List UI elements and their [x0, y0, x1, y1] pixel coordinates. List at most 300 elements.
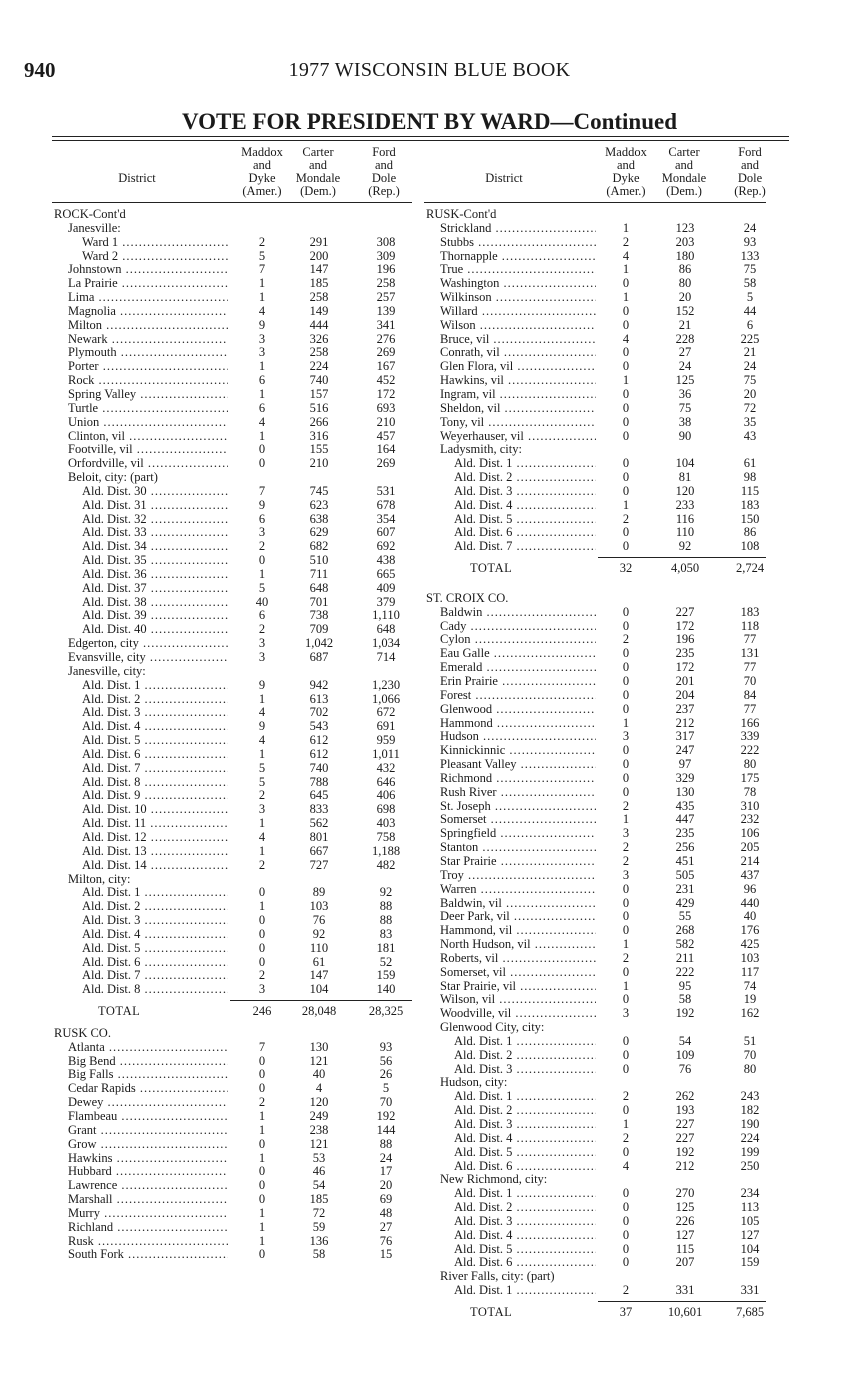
district-name: Willard ..... — [440, 305, 596, 319]
district-name: Ald. Dist. 5 ..... — [454, 1243, 596, 1257]
district-name: Ald. Dist. 5 ..... — [454, 1146, 596, 1160]
district-name: Ald. Dist. 3 ..... — [454, 485, 596, 499]
ford-votes: 77 — [743, 632, 757, 647]
carter-votes: 256 — [675, 840, 695, 855]
district-row — [52, 1110, 412, 1124]
ford-votes: 243 — [740, 1089, 760, 1104]
maddox-votes: 3 — [258, 636, 266, 651]
maddox-votes: 4 — [258, 705, 266, 720]
maddox-votes: 6 — [258, 400, 266, 415]
maddox-votes: 0 — [258, 456, 266, 471]
section-heading — [52, 222, 412, 236]
carter-votes: 237 — [675, 701, 695, 716]
district-row — [52, 346, 412, 360]
district-name: Ald. Dist. 2 ..... — [82, 693, 228, 707]
ford-votes: 77 — [743, 660, 757, 675]
ford-header: Ford and Dole (Rep.) — [368, 145, 400, 198]
district-name: Plymouth ..... — [68, 346, 228, 360]
district-name: Rusk ..... — [68, 1235, 228, 1249]
district-name: Milton, city: — [68, 872, 131, 886]
maddox-votes: 2 — [622, 632, 630, 647]
district-row — [52, 236, 412, 250]
district-name: North Hudson, vil ..... — [440, 938, 596, 952]
ford-votes: 438 — [376, 553, 396, 568]
carter-votes: 224 — [309, 359, 329, 374]
maddox-votes: 0 — [622, 604, 630, 619]
district-name: Ald. Dist. 34 ..... — [82, 540, 228, 554]
ford-votes: 341 — [376, 317, 396, 332]
carter-votes: 227 — [675, 604, 695, 619]
district-name: Ald. Dist. 6 ..... — [454, 1256, 596, 1270]
ford-votes: 35 — [743, 414, 757, 429]
total-row — [424, 1306, 784, 1320]
total-row — [52, 1005, 412, 1019]
left-header-rule — [52, 202, 412, 203]
district-row — [52, 623, 412, 637]
district-name: Milton ..... — [68, 319, 228, 333]
district-row — [424, 471, 784, 485]
ford-votes: 20 — [379, 1178, 393, 1193]
district-name: Somerset ..... — [440, 813, 596, 827]
district-name: Hubbard ..... — [68, 1165, 228, 1179]
carter-votes: 317 — [675, 729, 695, 744]
left-column-header — [52, 146, 412, 198]
maddox-votes: 0 — [622, 1047, 630, 1062]
maddox-votes: 0 — [258, 926, 266, 941]
district-name: Porter ..... — [68, 360, 228, 374]
maddox-votes: 2 — [622, 950, 630, 965]
district-row — [52, 956, 412, 970]
maddox-votes: 0 — [258, 442, 266, 457]
district-row — [424, 1243, 784, 1257]
maddox-votes: 1 — [622, 373, 630, 388]
carter-votes: 203 — [675, 234, 695, 249]
district-name: ROCK-Cont'd — [54, 208, 126, 221]
carter-votes: 4,050 — [670, 561, 700, 576]
district-name: TOTAL — [98, 1005, 141, 1019]
ford-votes: 28,325 — [368, 1004, 404, 1019]
maddox-votes: 0 — [622, 895, 630, 910]
district-row — [424, 897, 784, 911]
district-name: Ald. Dist. 3 ..... — [454, 1063, 596, 1077]
ford-votes: 339 — [740, 729, 760, 744]
district-name: Tony, vil ..... — [440, 416, 596, 430]
district-name: Star Prairie ..... — [440, 855, 596, 869]
maddox-votes: 1 — [258, 1150, 266, 1165]
ford-votes: 182 — [740, 1103, 760, 1118]
maddox-votes: 0 — [622, 687, 630, 702]
ford-votes: 1,230 — [371, 677, 401, 692]
district-name: Ald. Dist. 2 ..... — [82, 900, 228, 914]
carter-votes: 58 — [678, 992, 692, 1007]
district-name: La Prairie ..... — [68, 277, 228, 291]
ford-votes: 88 — [379, 913, 393, 928]
carter-votes: 92 — [312, 926, 326, 941]
district-row — [52, 651, 412, 665]
district-name: Janesville, city: — [68, 664, 146, 678]
carter-votes: 238 — [309, 1122, 329, 1137]
maddox-votes: 0 — [258, 1247, 266, 1262]
carter-votes: 226 — [675, 1213, 695, 1228]
carter-votes: 80 — [678, 276, 692, 291]
ford-votes: 78 — [743, 784, 757, 799]
district-row — [52, 1124, 412, 1138]
district-name: Rock ..... — [68, 374, 228, 388]
district-row — [52, 748, 412, 762]
district-name: RUSK-Cont'd — [426, 208, 497, 221]
district-row — [424, 1132, 784, 1146]
carter-votes: 235 — [675, 826, 695, 841]
carter-votes: 116 — [675, 511, 695, 526]
carter-votes: 266 — [309, 414, 329, 429]
section-heading — [424, 443, 784, 457]
maddox-votes: 1 — [622, 497, 630, 512]
carter-votes: 942 — [309, 677, 329, 692]
district-name: Ald. Dist. 5 ..... — [454, 513, 596, 527]
district-name: Ald. Dist. 4 ..... — [454, 1229, 596, 1243]
district-name: Murry ..... — [68, 1207, 228, 1221]
maddox-votes: 0 — [258, 1178, 266, 1193]
district-row — [52, 900, 412, 914]
district-name: Spring Valley ..... — [68, 388, 228, 402]
district-name: TOTAL — [470, 1305, 513, 1319]
ford-votes: 692 — [376, 539, 396, 554]
ford-votes: 131 — [740, 646, 760, 661]
section-heading — [424, 592, 784, 606]
district-row — [52, 803, 412, 817]
district-row — [424, 1146, 784, 1160]
carter-votes: 172 — [675, 660, 695, 675]
ford-votes: 44 — [743, 303, 757, 318]
ford-votes: 6 — [746, 317, 754, 332]
maddox-votes: 0 — [622, 1200, 630, 1215]
ford-votes: 98 — [743, 470, 757, 485]
carter-votes: 86 — [678, 262, 692, 277]
ford-votes: 167 — [376, 359, 396, 374]
district-row — [424, 1063, 784, 1077]
district-row — [52, 1055, 412, 1069]
carter-votes: 447 — [675, 812, 695, 827]
maddox-votes: 0 — [622, 386, 630, 401]
district-row — [52, 914, 412, 928]
carter-votes: 326 — [309, 331, 329, 346]
district-name: Ald. Dist. 3 ..... — [454, 1118, 596, 1132]
carter-votes: 429 — [675, 895, 695, 910]
district-row — [424, 813, 784, 827]
maddox-votes: 3 — [258, 650, 266, 664]
ford-votes: 159 — [740, 1255, 760, 1270]
district-name: Erin Prairie ..... — [440, 675, 596, 689]
maddox-votes: 0 — [258, 1053, 266, 1068]
maddox-votes: 7 — [258, 262, 266, 277]
district-row — [52, 374, 412, 388]
maddox-votes: 0 — [622, 1103, 630, 1118]
ford-votes: 250 — [740, 1158, 760, 1173]
carter-votes: 127 — [675, 1227, 695, 1242]
district-row — [52, 1096, 412, 1110]
carter-votes: 4 — [315, 1081, 323, 1096]
district-row — [424, 222, 784, 236]
carter-votes: 543 — [309, 719, 329, 734]
carter-votes: 103 — [309, 899, 329, 914]
ford-votes: 93 — [379, 1039, 393, 1054]
ford-votes: 69 — [379, 1192, 393, 1207]
ford-votes: 672 — [376, 705, 396, 720]
district-row — [52, 1179, 412, 1193]
ford-votes: 75 — [743, 262, 757, 277]
carter-votes: 59 — [312, 1219, 326, 1234]
ford-votes: 190 — [740, 1117, 760, 1131]
carter-votes: 451 — [675, 853, 695, 868]
carter-votes: 149 — [309, 303, 329, 318]
ford-votes: 40 — [743, 909, 757, 924]
maddox-votes: 0 — [622, 428, 630, 443]
district-name: Ald. Dist. 37 ..... — [82, 582, 228, 596]
ford-votes: 693 — [376, 400, 396, 415]
district-name: RUSK CO. — [54, 1026, 111, 1040]
maddox-votes: 2 — [622, 798, 630, 813]
maddox-votes: 1 — [258, 290, 266, 305]
district-row — [424, 606, 784, 620]
district-row — [424, 647, 784, 661]
district-row — [424, 291, 784, 305]
carter-votes: 212 — [675, 715, 695, 730]
district-row — [52, 263, 412, 277]
district-row — [424, 1104, 784, 1118]
district-row — [52, 554, 412, 568]
ford-votes: 133 — [740, 248, 760, 263]
maddox-votes: 1 — [622, 262, 630, 277]
district-name: Ald. Dist. 11 ..... — [82, 817, 228, 831]
carter-votes: 81 — [678, 470, 692, 485]
district-name: Ward 2 ..... — [82, 250, 228, 264]
district-row — [52, 360, 412, 374]
district-row — [424, 540, 784, 554]
carter-votes: 28,048 — [301, 1004, 337, 1019]
ford-votes: 48 — [379, 1205, 393, 1220]
district-row — [52, 859, 412, 873]
district-name: Ald. Dist. 13 ..... — [82, 845, 228, 859]
ford-votes: 118 — [740, 618, 760, 633]
district-row — [424, 800, 784, 814]
carter-header-right: Carter and Mondale (Dem.) — [661, 145, 707, 198]
maddox-votes: 3 — [622, 867, 630, 882]
ford-votes: 406 — [376, 788, 396, 803]
carter-votes: 89 — [312, 885, 326, 900]
ford-votes: 1,034 — [371, 636, 401, 651]
district-name: Ald. Dist. 8 ..... — [82, 776, 228, 790]
carter-votes: 125 — [675, 1200, 695, 1215]
carter-votes: 316 — [309, 428, 329, 443]
carter-votes: 727 — [309, 857, 329, 872]
maddox-votes: 1 — [258, 816, 266, 831]
district-name: Rush River ..... — [440, 786, 596, 800]
ford-votes: 225 — [740, 331, 760, 346]
district-row — [424, 1215, 784, 1229]
district-name: Ald. Dist. 31 ..... — [82, 499, 228, 513]
maddox-votes: 0 — [258, 1067, 266, 1082]
carter-votes: 268 — [675, 923, 695, 938]
ford-votes: 164 — [376, 442, 396, 457]
ford-votes: 58 — [743, 276, 757, 291]
maddox-votes: 1 — [258, 566, 266, 581]
district-name: Ward 1 ..... — [82, 236, 228, 250]
district-name: New Richmond, city: — [440, 1173, 548, 1187]
carter-votes: 638 — [309, 511, 329, 526]
carter-votes: 687 — [309, 650, 329, 664]
ford-votes: 105 — [740, 1213, 760, 1228]
carter-votes: 192 — [675, 1144, 695, 1159]
district-row — [52, 789, 412, 803]
district-row — [424, 1256, 784, 1270]
district-name: Orfordville, vil ..... — [68, 457, 228, 471]
maddox-votes: 1 — [622, 1117, 630, 1131]
district-name: Ald. Dist. 3 ..... — [82, 706, 228, 720]
ford-votes: 17 — [379, 1164, 393, 1179]
maddox-votes: 3 — [258, 345, 266, 360]
maddox-votes: 0 — [622, 539, 630, 554]
district-row — [424, 526, 784, 540]
district-row — [424, 1118, 784, 1132]
carter-votes: 147 — [309, 968, 329, 983]
district-name: Ald. Dist. 4 ..... — [454, 499, 596, 513]
ford-votes: 440 — [740, 895, 760, 910]
right-column-header — [424, 146, 784, 198]
ford-votes: 162 — [740, 1006, 760, 1021]
district-name: Ald. Dist. 7 ..... — [82, 969, 228, 983]
carter-votes: 262 — [675, 1089, 695, 1104]
district-row — [52, 568, 412, 582]
maddox-votes: 0 — [622, 1061, 630, 1076]
district-name: Stanton ..... — [440, 841, 596, 855]
maddox-votes: 0 — [258, 954, 266, 969]
ford-votes: 646 — [376, 774, 396, 789]
carter-votes: 667 — [309, 843, 329, 858]
row-spacer — [424, 576, 784, 584]
carter-votes: 90 — [678, 428, 692, 443]
ford-votes: 144 — [376, 1122, 396, 1137]
district-name: Ald. Dist. 4 ..... — [454, 1132, 596, 1146]
carter-votes: 123 — [675, 220, 695, 235]
ford-votes: 106 — [740, 826, 760, 841]
carter-votes: 172 — [675, 618, 695, 633]
district-name: Ald. Dist. 6 ..... — [82, 748, 228, 762]
maddox-votes: 1 — [258, 843, 266, 858]
maddox-votes: 0 — [258, 553, 266, 568]
maddox-votes: 4 — [258, 829, 266, 844]
district-name: Ald. Dist. 2 ..... — [454, 471, 596, 485]
ford-votes: 93 — [743, 234, 757, 249]
district-name: Big Bend ..... — [68, 1055, 228, 1069]
ford-votes: 80 — [743, 757, 757, 772]
maddox-votes: 0 — [622, 1033, 630, 1048]
district-row — [424, 1049, 784, 1063]
carter-votes: 53 — [312, 1150, 326, 1165]
district-row — [424, 263, 784, 277]
carter-votes: 147 — [309, 262, 329, 277]
maddox-votes: 0 — [622, 317, 630, 332]
ford-votes: 1,066 — [371, 691, 401, 706]
district-row — [424, 305, 784, 319]
carter-votes: 270 — [675, 1186, 695, 1201]
carter-votes: 121 — [309, 1136, 329, 1151]
district-row — [424, 1284, 784, 1298]
district-row — [52, 831, 412, 845]
section-heading — [52, 471, 412, 485]
carter-votes: 682 — [309, 539, 329, 554]
carter-votes: 157 — [309, 386, 329, 401]
district-name: Marshall ..... — [68, 1193, 228, 1207]
ford-votes: 19 — [743, 992, 757, 1007]
district-row — [52, 609, 412, 623]
district-name: Lima ..... — [68, 291, 228, 305]
district-name: Magnolia ..... — [68, 305, 228, 319]
district-row — [424, 250, 784, 264]
district-row — [52, 319, 412, 333]
district-name: Ald. Dist. 1 ..... — [454, 1284, 596, 1298]
title-rule-bottom — [52, 140, 789, 141]
district-name: Cedar Rapids ..... — [68, 1082, 228, 1096]
maddox-votes: 1 — [258, 746, 266, 761]
district-row — [52, 720, 412, 734]
district-name: Grant ..... — [68, 1124, 228, 1138]
district-row — [424, 883, 784, 897]
carter-votes: 210 — [309, 456, 329, 471]
maddox-votes: 1 — [622, 220, 630, 235]
carter-votes: 222 — [675, 964, 695, 979]
ford-votes: 21 — [743, 345, 757, 360]
section-heading — [424, 1173, 784, 1187]
maddox-votes: 0 — [622, 525, 630, 540]
carter-votes: 613 — [309, 691, 329, 706]
ford-votes: 140 — [376, 982, 396, 997]
district-row — [52, 983, 412, 997]
carter-votes: 76 — [312, 913, 326, 928]
carter-votes: 738 — [309, 608, 329, 623]
ford-votes: 257 — [376, 290, 396, 305]
maddox-votes: 0 — [622, 964, 630, 979]
maddox-votes: 0 — [258, 885, 266, 900]
district-name: Glen Flora, vil ..... — [440, 360, 596, 374]
district-name: Ald. Dist. 1 ..... — [454, 1035, 596, 1049]
district-row — [424, 924, 784, 938]
district-row — [52, 540, 412, 554]
maddox-votes: 1 — [258, 1205, 266, 1220]
maddox-votes: 0 — [258, 1164, 266, 1179]
district-name: Hammond ..... — [440, 717, 596, 731]
ford-votes: 309 — [376, 248, 396, 263]
maddox-votes: 0 — [258, 1136, 266, 1151]
carter-votes: 115 — [675, 1241, 695, 1256]
maddox-votes: 2 — [258, 622, 266, 637]
maddox-votes: 5 — [258, 760, 266, 775]
ford-votes: 26 — [379, 1067, 393, 1082]
maddox-votes: 0 — [258, 940, 266, 955]
carter-votes: 701 — [309, 594, 329, 609]
carter-votes: 200 — [309, 248, 329, 263]
district-name: Baldwin ..... — [440, 606, 596, 620]
district-row — [52, 1068, 412, 1082]
carter-votes: 258 — [309, 290, 329, 305]
district-name: Clinton, vil ..... — [68, 430, 228, 444]
district-row — [424, 1201, 784, 1215]
maddox-votes: 0 — [258, 1192, 266, 1207]
district-name: Hammond, vil ..... — [440, 924, 596, 938]
maddox-votes: 1 — [258, 386, 266, 401]
section-heading — [52, 208, 412, 222]
maddox-votes: 2 — [622, 1130, 630, 1145]
carter-votes: 612 — [309, 746, 329, 761]
